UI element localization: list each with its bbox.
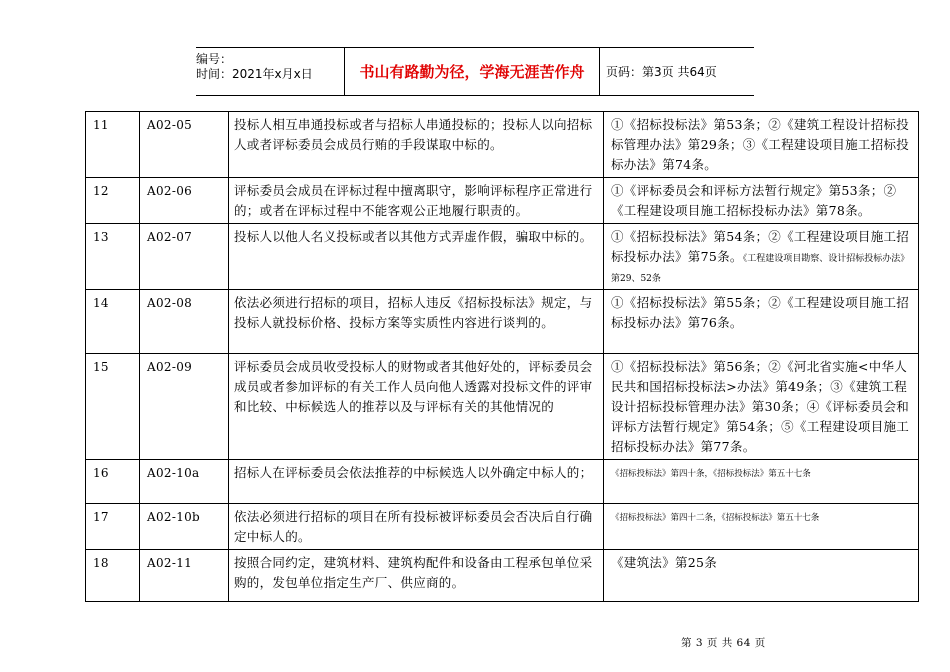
table-row: [86, 290, 919, 354]
header-meta: [196, 48, 344, 99]
row-number: 18: [86, 550, 140, 602]
table-row: [86, 224, 919, 290]
row-code: A02-10b: [140, 504, 229, 550]
row-description: 依法必须进行招标的项目，招标人违反《招标投标法》规定，与投标人就投标价格、投标方案等实质性内容进行谈判的。: [229, 290, 604, 354]
table-row: [86, 460, 919, 504]
legal-basis-note: 《招标投标法》第四十条，《招标投标法》第五十七条: [611, 469, 811, 479]
row-code: A02-11: [140, 550, 229, 602]
row-legal-basis: [604, 550, 919, 602]
time-label: 时间：2021年x月x日: [196, 67, 313, 81]
row-legal-basis: [604, 178, 919, 224]
row-number: 16: [86, 460, 140, 504]
legal-basis-text: ①《招标投标法》第53条；②《建筑工程设计招标投标管理办法》第29条；③《工程建设项目施工招标投标办法》第74条。: [611, 117, 910, 172]
header-motto: 书山有路勤为径，学海无涯苦作舟: [344, 48, 600, 95]
row-code: A02-08: [140, 290, 229, 354]
legal-basis-text: ①《招标投标法》第55条；②《工程建设项目施工招标投标办法》第76条。: [611, 295, 910, 330]
row-number: 13: [86, 224, 140, 290]
page-header: [196, 47, 754, 97]
row-legal-basis: [604, 460, 919, 504]
legal-basis-text: ①《招标投标法》第54条；②《工程建设项目施工招标投标办法》第75条。: [611, 229, 910, 264]
number-label: 编号：: [196, 52, 233, 66]
row-code: A02-10a: [140, 460, 229, 504]
violations-table: [85, 111, 919, 602]
row-description: 投标人以他人名义投标或者以其他方式弄虚作假，骗取中标的。: [229, 224, 604, 290]
header-page-code: 页码：第3页 共64页: [606, 65, 717, 79]
row-number: 11: [86, 112, 140, 178]
header-bottom-rule: [196, 95, 754, 96]
row-number: 12: [86, 178, 140, 224]
table-row: [86, 112, 919, 178]
row-description: 评标委员会成员在评标过程中擅离职守，影响评标程序正常进行的；或者在评标过程中不能客观公正地履行职责的。: [229, 178, 604, 224]
row-number: 17: [86, 504, 140, 550]
row-legal-basis: [604, 504, 919, 550]
row-number: 14: [86, 290, 140, 354]
row-code: A02-05: [140, 112, 229, 178]
legal-basis-text: 《建筑法》第25条: [611, 555, 718, 570]
row-code: A02-09: [140, 354, 229, 460]
page-footer: 第 3 页 共 64 页: [681, 637, 766, 649]
row-legal-basis: [604, 112, 919, 178]
row-code: A02-07: [140, 224, 229, 290]
row-description: 按照合同约定，建筑材料、建筑构配件和设备由工程承包单位采购的，发包单位指定生产厂、供应商的。: [229, 550, 604, 602]
table-row: [86, 178, 919, 224]
row-code: A02-06: [140, 178, 229, 224]
row-legal-basis: [604, 224, 919, 290]
legal-basis-text: ①《评标委员会和评标方法暂行规定》第53条；②《工程建设项目施工招标投标办法》第78条。: [611, 183, 897, 218]
row-legal-basis: [604, 290, 919, 354]
row-description: 招标人在评标委员会依法推荐的中标候选人以外确定中标人的；: [229, 460, 604, 504]
legal-basis-text: ①《招标投标法》第56条；②《河北省实施<中华人民共和国招标投标法>办法》第49条；③《建筑工程设计招标投标管理办法》第30条；④《评标委员会和评标方法暂行规定》第54条；⑤《工程建设项目施工招标投标办法》第77条。: [611, 359, 910, 454]
row-description: 投标人相互串通投标或者与招标人串通投标的；投标人以向招标人或者评标委员会成员行贿的手段谋取中标的。: [229, 112, 604, 178]
table-row: [86, 550, 919, 602]
table-row: [86, 504, 919, 550]
row-description: 评标委员会成员收受投标人的财物或者其他好处的，评标委员会成员或者参加评标的有关工作人员向他人透露对投标文件的评审和比较、中标候选人的推荐以及与评标有关的其他情况的: [229, 354, 604, 460]
row-description: 依法必须进行招标的项目在所有投标被评标委员会否决后自行确定中标人的。: [229, 504, 604, 550]
legal-basis-note: 《招标投标法》第四十二条，《招标投标法》第五十七条: [611, 513, 820, 523]
legal-basis-note: 《工程建设项目勘察、设计招标投标办法》第29、52条: [611, 254, 910, 284]
row-legal-basis: [604, 354, 919, 460]
table-row: [86, 354, 919, 460]
row-number: 15: [86, 354, 140, 460]
